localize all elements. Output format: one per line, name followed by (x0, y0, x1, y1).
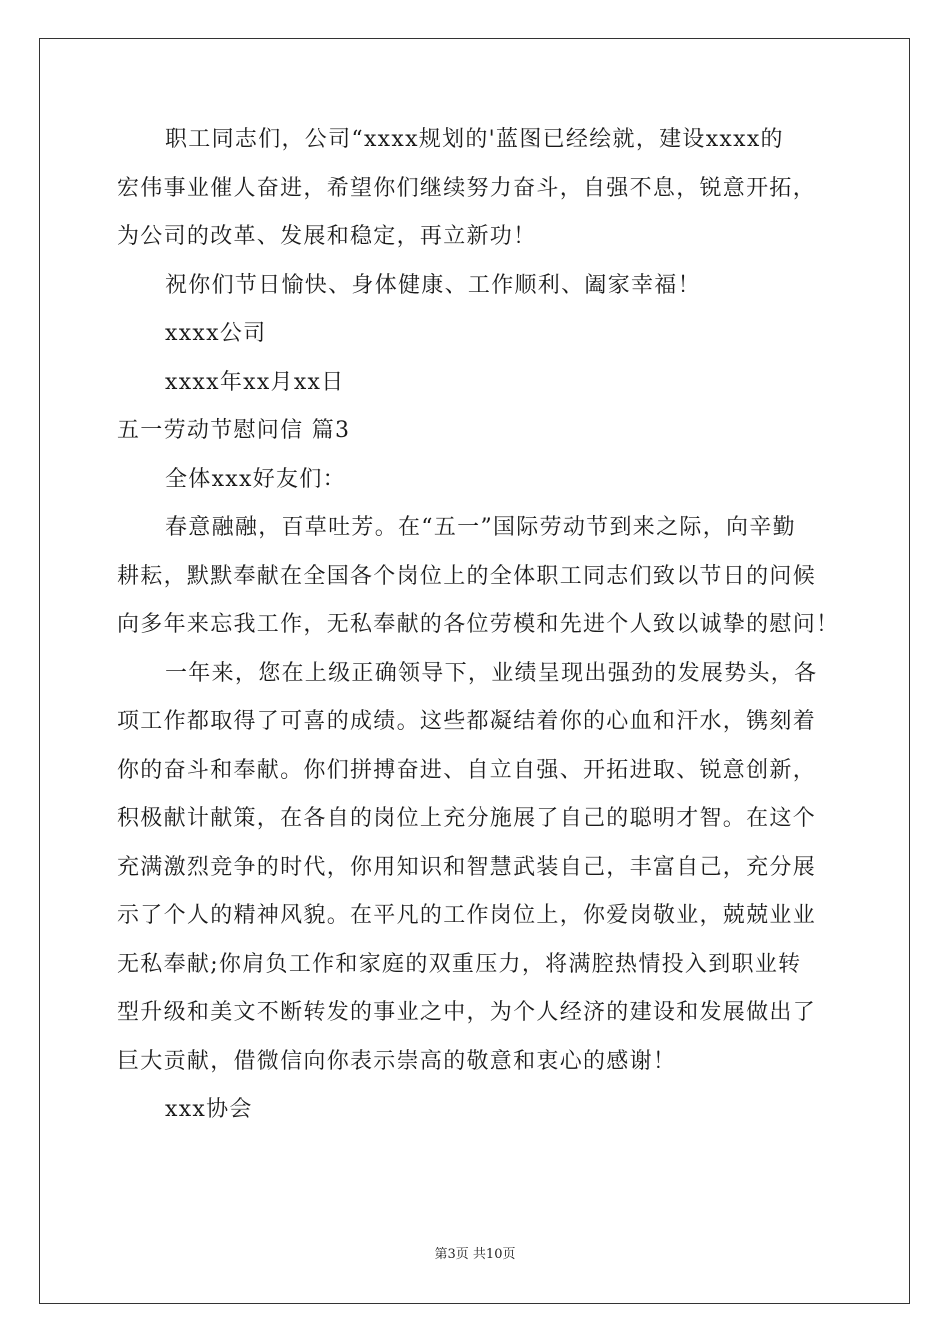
text-line: 耕耘，默默奉献在全国各个岗位上的全体职工同志们致以节日的问候 (117, 563, 817, 589)
text-line: 巨大贡献，借微信向你表示崇高的敬意和衷心的感谢！ (117, 1048, 677, 1074)
signature-association: xxx协会 (165, 1097, 253, 1122)
text-line: 一年来，您在上级正确领导下，业绩呈现出强劲的发展势头，各 (165, 660, 818, 686)
page-footer: 第3页 共10页 (434, 1247, 516, 1262)
text-line: 型升级和美文不断转发的事业之中，为个人经济的建设和发展做出了 (117, 1000, 817, 1025)
text-line: 项工作都取得了可喜的成绩。这些都凝结着你的心血和汗水，镌刻着 (117, 709, 817, 734)
document-body (117, 127, 840, 1147)
salutation: 全体xxx好友们： (165, 466, 346, 492)
section-heading: 五一劳动节慰问信 篇3 (117, 418, 351, 443)
text-line: 春意融融，百草吐芳。在“五一”国际劳动节到来之际，向辛勤 (165, 515, 796, 540)
signature-company: xxxx公司 (165, 321, 267, 346)
text-line: 积极献计献策，在各自的岗位上充分施展了自己的聪明才智。在这个 (117, 806, 817, 831)
text-line: 职工同志们，公司“xxxx规划的'蓝图已经绘就，建设xxxx的 (165, 127, 784, 152)
text-line: 无私奉献;你肩负工作和家庭的双重压力，将满腔热情投入到职业转 (117, 951, 802, 977)
text-line: 为公司的改革、发展和稳定，再立新功！ (117, 224, 537, 249)
text-line: 示了个人的精神风貌。在平凡的工作岗位上，你爱岗敬业，兢兢业业 (117, 903, 817, 928)
text-line: 向多年来忘我工作，无私奉献的各位劳模和先进个人致以诚挚的慰问！ (117, 612, 840, 637)
signature-date: xxxx年xx月xx日 (165, 369, 345, 395)
text-line: 你的奋斗和奉献。你们拼搏奋进、自立自强、开拓进取、锐意创新， (117, 757, 817, 783)
text-line: 祝你们节日愉快、身体健康、工作顺利、阖家幸福！ (165, 272, 701, 298)
text-line: 宏伟事业催人奋进，希望你们继续努力奋斗，自强不息，锐意开拓， (117, 175, 817, 201)
text-line: 充满激烈竞争的时代，你用知识和智慧武装自己，丰富自己，充分展 (117, 854, 817, 880)
